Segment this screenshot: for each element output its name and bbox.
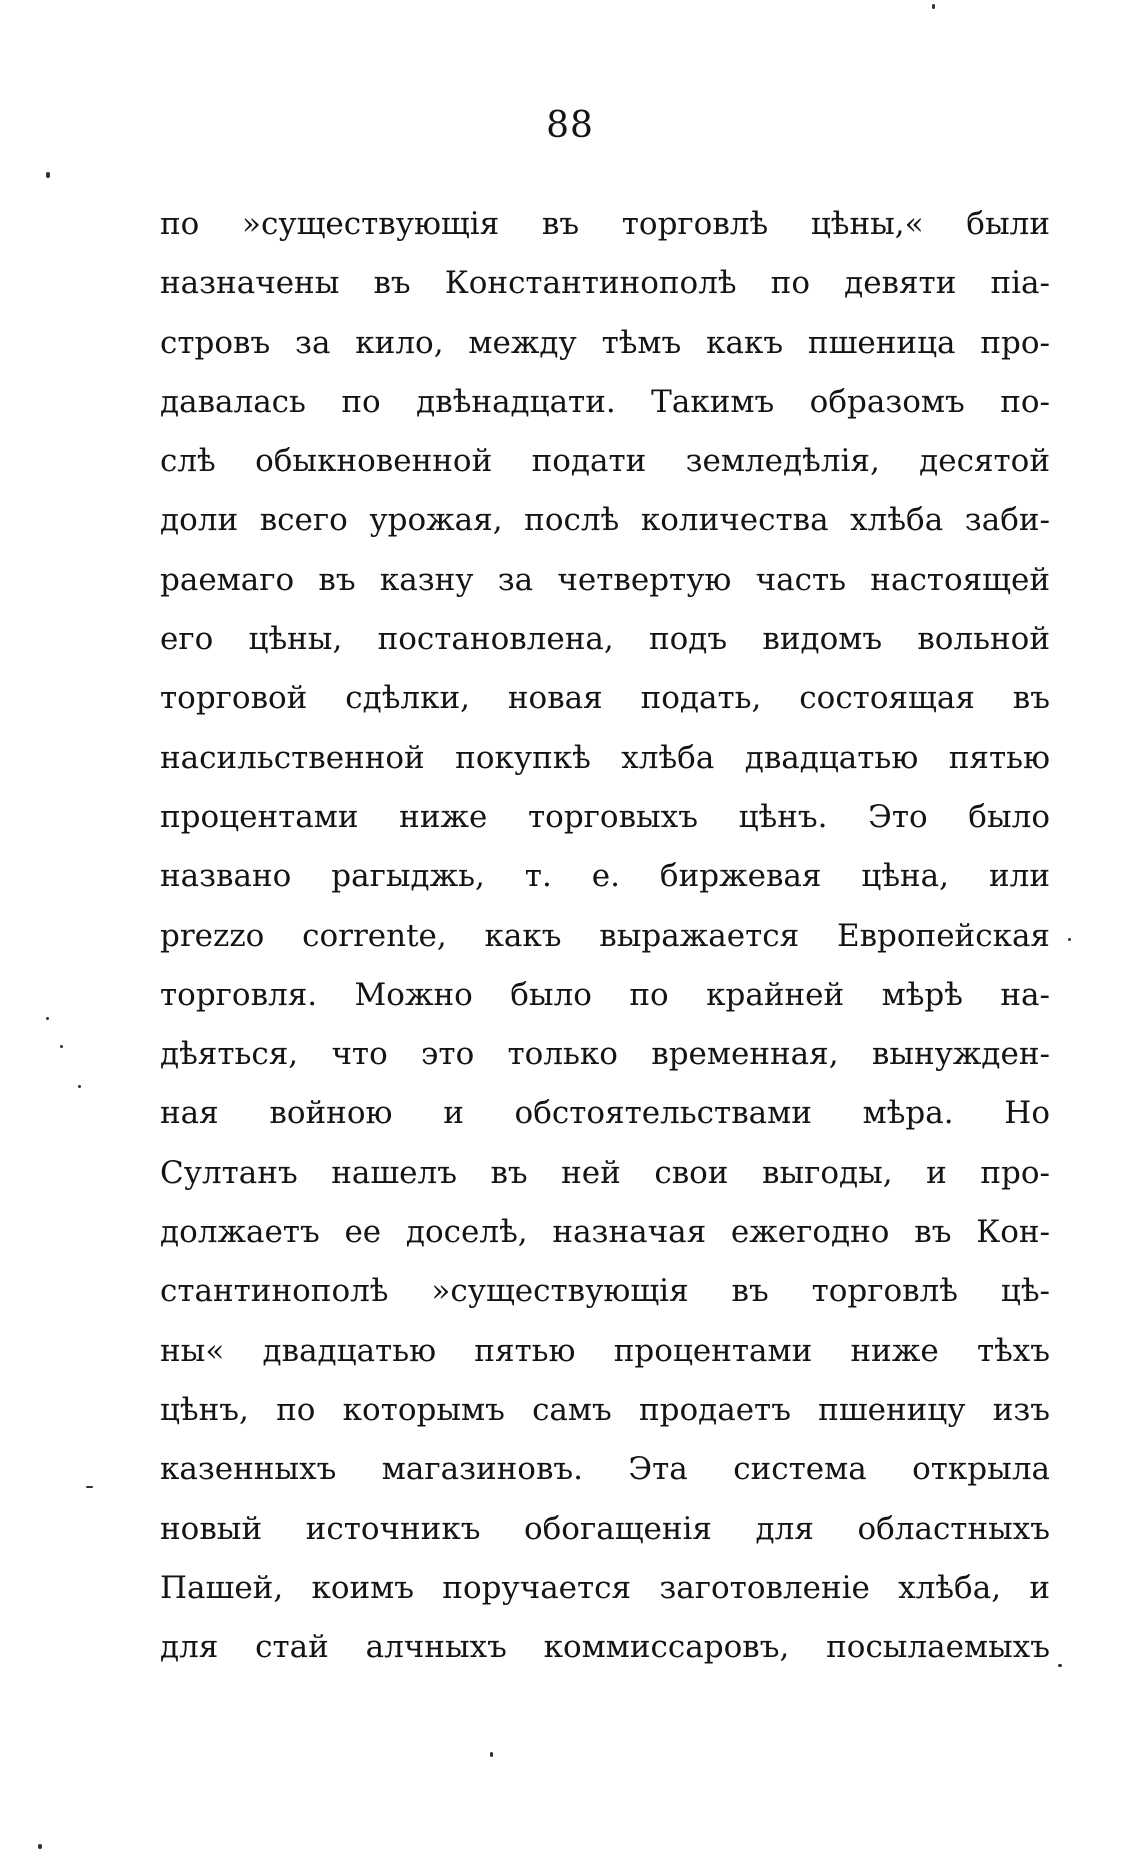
text-line: стровъ за кило, между тѣмъ какъ пшеница про- (160, 324, 1050, 361)
text-line: назначены въ Константинополѣ по девяти піа- (160, 265, 1050, 302)
text-line: ны« двадцатью пятью процентами ниже тѣхъ (160, 1332, 1050, 1369)
text-line: процентами ниже торговыхъ цѣнъ. Это было (160, 798, 1050, 835)
text-line: названо рагыджь, т. е. биржевая цѣна, или (160, 858, 1050, 895)
text-line: доли всего урожая, послѣ количества хлѣба заби- (160, 502, 1050, 539)
scan-speck (1068, 938, 1071, 941)
text-line: prezzo corrente, какъ выражается Европейская (160, 917, 1050, 954)
text-line: торговля. Можно было по крайней мѣрѣ на- (160, 976, 1050, 1013)
text-line: насильственной покупкѣ хлѣба двадцатью пятью (160, 739, 1050, 776)
scan-speck (86, 1486, 93, 1488)
text-line: давалась по двѣнадцати. Такимъ образомъ по- (160, 383, 1050, 420)
scan-speck (490, 1752, 493, 1757)
scan-speck (38, 1844, 42, 1849)
text-line: новый источникъ обогащенія для областныхъ (160, 1510, 1050, 1547)
text-line: раемаго въ казну за четвертую часть настоящей (160, 561, 1050, 598)
text-line: дѣяться, что это только временная, вынужден- (160, 1036, 1050, 1073)
body-text (160, 195, 1050, 1677)
scan-speck (78, 1085, 81, 1088)
text-line: должаетъ ее доселѣ, назначая ежегодно въ Кон- (160, 1214, 1050, 1251)
text-line: торговой сдѣлки, новая подать, состоящая въ (160, 680, 1050, 717)
text-line: его цѣны, постановлена, подъ видомъ вольной (160, 621, 1050, 658)
text-line: для стай алчныхъ коммиссаровъ, посылаемыхъ (160, 1629, 1050, 1666)
scan-speck (932, 4, 935, 9)
text-line: казенныхъ магазиновъ. Эта система открыла (160, 1451, 1050, 1488)
page-number: 88 (546, 105, 594, 146)
scan-speck (46, 172, 50, 178)
text-line: Султанъ нашелъ въ ней свои выгоды, и про- (160, 1154, 1050, 1191)
text-line: ная войною и обстоятельствами мѣра. Но (160, 1095, 1050, 1132)
text-line: слѣ обыкновенной подати земледѣлія, десятой (160, 443, 1050, 480)
scan-speck (60, 1045, 63, 1048)
text-line: цѣнъ, по которымъ самъ продаетъ пшеницу изъ (160, 1391, 1050, 1428)
text-line: стантинополѣ »существующія въ торговлѣ цѣ- (160, 1273, 1050, 1310)
scan-speck (46, 1017, 49, 1020)
text-line: Пашей, коимъ поручается заготовленіе хлѣба, и (160, 1569, 1050, 1606)
text-line: по »существующія въ торговлѣ цѣны,« были (160, 206, 1050, 242)
scan-speck (1058, 1664, 1062, 1667)
